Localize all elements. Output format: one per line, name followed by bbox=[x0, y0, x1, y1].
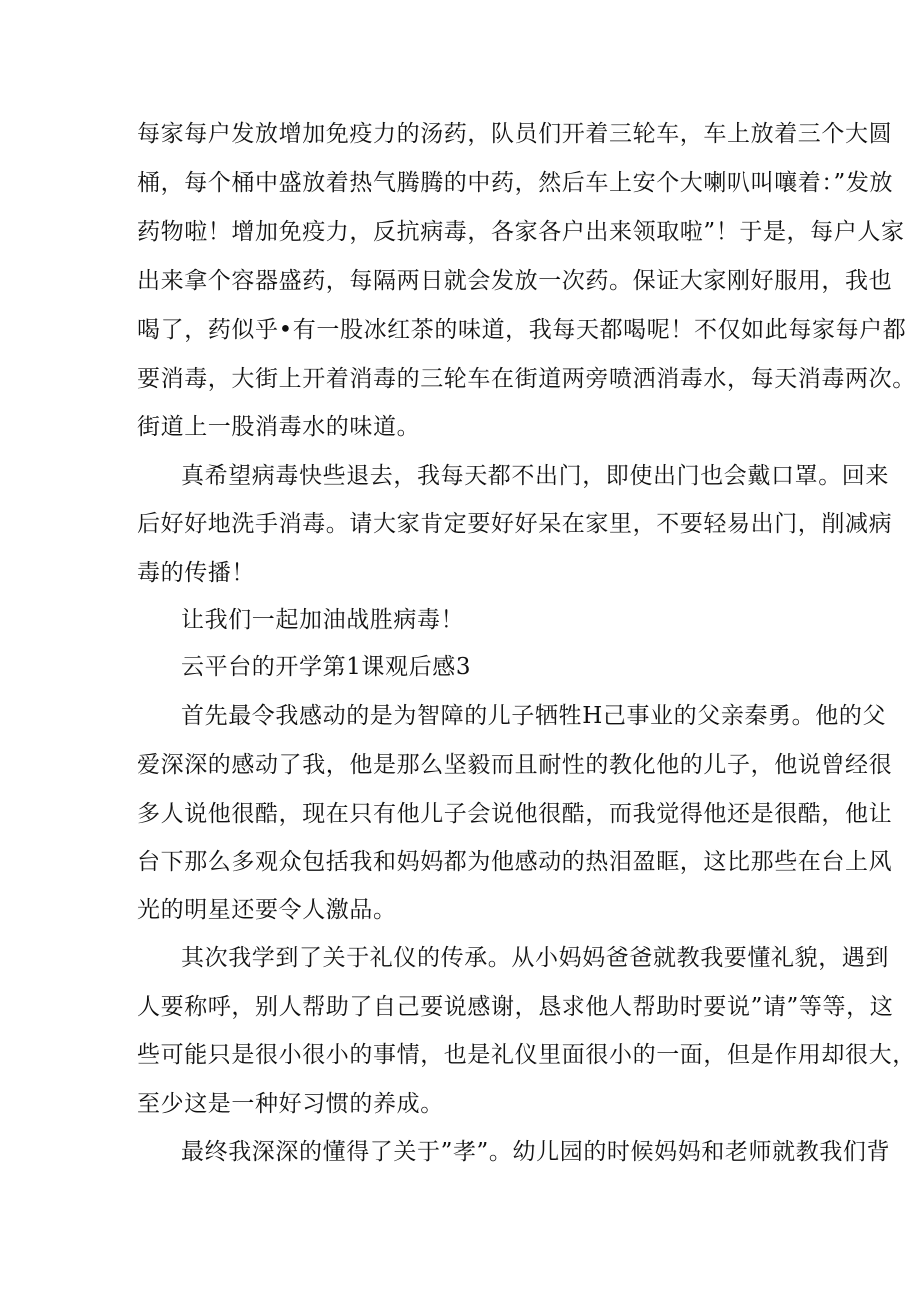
text-line: 其次我学到了关于礼仪的传承。从小妈妈爸爸就教我要懂礼貌，遇到 bbox=[181, 945, 889, 971]
text-line: 让我们一起加油战胜病毒！ bbox=[181, 607, 465, 633]
text-line: 桶，每个桶中盛放着热气腾腾的中药，然后车上安个大喇叭叫嚷着：”发放 bbox=[137, 170, 894, 196]
text-line: 多人说他很酷，现在只有他儿子会说他很酷，而我觉得他还是很酷，他让 bbox=[137, 801, 893, 827]
text-line: 最终我深深的懂得了关于”孝”。幼儿园的时候妈妈和老师就教我们背 bbox=[181, 1139, 891, 1165]
text-line: 人要称呼，别人帮助了自己要说感谢，恳求他人帮助时要说”请”等等，这 bbox=[137, 994, 894, 1020]
text-line: 至少这是一种好习惯的养成。 bbox=[137, 1091, 444, 1117]
text-line: 喝了，药似乎•有一股冰红茶的味道，我每天都喝呢！不仅如此每家每户都 bbox=[137, 317, 907, 343]
text-line: 要消毒，大街上开着消毒的三轮车在街道两旁喷洒消毒水，每天消毒两次。 bbox=[137, 366, 916, 392]
text-line: 首先最令我感动的是为智障的儿子牺牲H己事业的父亲秦勇。他的父 bbox=[181, 703, 887, 729]
text-line: 爱深深的感动了我，他是那么坚毅而且耐性的教化他的儿子，他说曾经很 bbox=[137, 752, 893, 778]
text-line: 后好好地洗手消毒。请大家肯定要好好呆在家里，不要轻易出门，削减病 bbox=[137, 511, 893, 537]
text-line: 毒的传播！ bbox=[137, 560, 255, 586]
text-line: 台下那么多观众包括我和妈妈都为他感动的热泪盈眶，这比那些在台上风 bbox=[137, 849, 893, 875]
text-line: 云平台的开学第1课观后感3 bbox=[181, 654, 472, 680]
text-line: 光的明星还要令人激品。 bbox=[137, 897, 397, 923]
text-line: 真希望病毒快些退去，我每天都不出门，即使出门也会戴口罩。回来 bbox=[181, 463, 889, 489]
text-line: 出来拿个容器盛药，每隔两日就会发放一次药。保证大家刚好服用，我也 bbox=[137, 268, 893, 294]
text-line: 些可能只是很小很小的事情，也是礼仪里面很小的一面，但是作用却很大， bbox=[137, 1042, 916, 1068]
text-line: 每家每户发放增加免疫力的汤药，队员们开着三轮车，车上放着三个大圆 bbox=[137, 121, 893, 147]
text-line: 药物啦！增加免疫力，反抗病毒，各家各户出来领取啦”！于是，每户人家 bbox=[137, 219, 905, 245]
text-line: 街道上一股消毒水的味道。 bbox=[137, 414, 421, 440]
